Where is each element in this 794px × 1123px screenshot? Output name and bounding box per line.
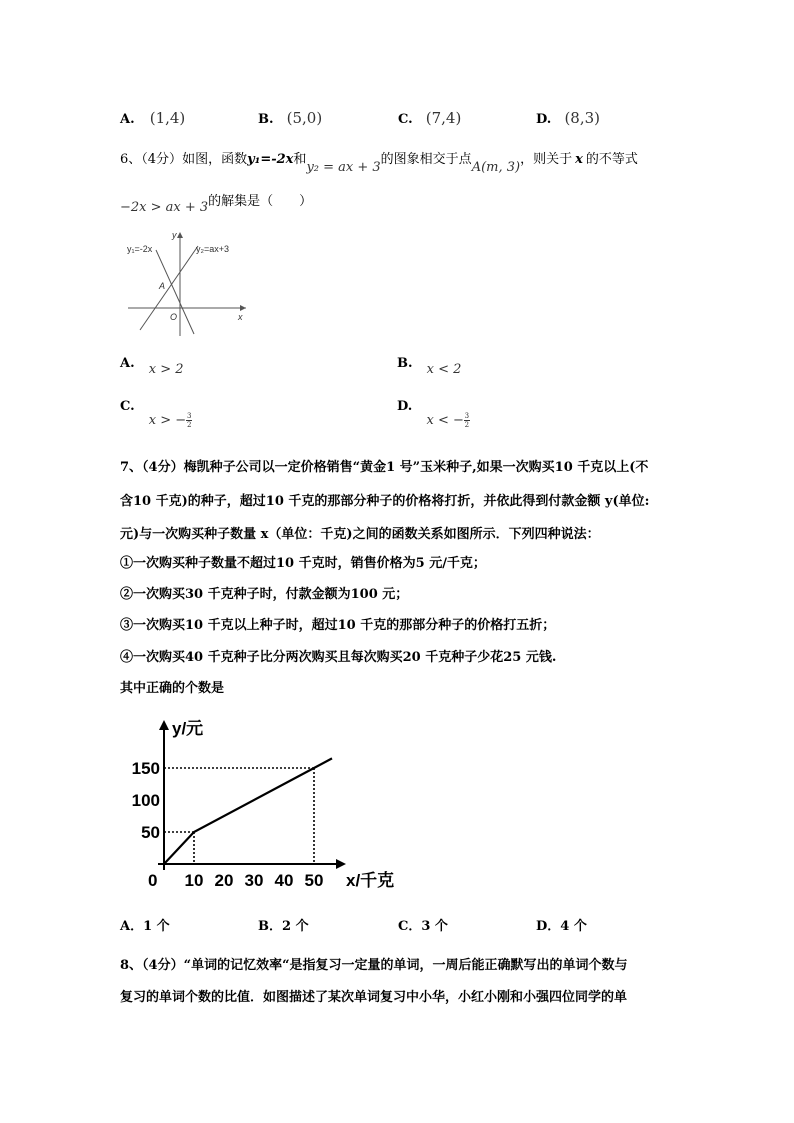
q6-label-y2: y₂=ax+3 [196, 244, 230, 254]
q7-line2: 含10 千克)的种子，超过10 千克的那部分种子的价格将打折，并依此得到付款金额 y(单位: [120, 494, 650, 509]
q6-label-a: A [159, 281, 166, 291]
q7-line3: 元)与一次购买种子数量 x（单位：千克)之间的函数关系如图所示．下列四种说法： [120, 527, 600, 542]
q7-y-tick-150: 150 [131, 759, 160, 778]
q7-x-axis-label: x/千克 [346, 871, 395, 890]
q7-x-tick-10: 10 [184, 871, 204, 890]
q5-option-c: C. (7,4) [398, 109, 462, 127]
q5-option-b: B. (5,0) [258, 109, 323, 127]
q7-x-tick-30: 30 [244, 871, 264, 890]
q7-x-arrow [336, 859, 346, 869]
q6-label-y1: y₁=-2x [127, 244, 153, 254]
q7-origin-label: 0 [148, 871, 158, 890]
q7-statement-2: ②一次购买30 千克种子时，付款金额为100 元； [120, 587, 409, 602]
q6-label-o: O [170, 312, 178, 322]
q5-option-d: D. (8,3) [536, 109, 600, 127]
q6-option-d: D. x < − $\frac{3}{2}$ [397, 399, 470, 429]
q7-axes [158, 720, 346, 870]
q7-question: 其中正确的个数是 [120, 681, 225, 696]
q7-guides [164, 768, 314, 864]
q6-y-arrow [177, 232, 183, 238]
q7-statement-1: ①一次购买种子数量不超过10 千克时，销售价格为5 元/千克； [120, 556, 486, 571]
q7-y-tick-50: 50 [141, 823, 160, 842]
q7-y-tick-100: 100 [131, 791, 160, 810]
q7-chart [120, 712, 420, 898]
q7-series [164, 758, 332, 864]
q7-statement-4: ④一次购买40 千克种子比分两次购买且每次购买20 千克种子少花25 元钱. [120, 650, 557, 665]
q5-option-a: A. (1,4) [120, 109, 186, 127]
q8-line2: 复习的单词个数的比值．如图描述了某次单词复习中小华，小红小刚和小强四位同学的单 [120, 990, 628, 1005]
q7-x-tick-40: 40 [274, 871, 294, 890]
q7-option-d: D．4 个 [536, 919, 587, 934]
q7-option-b: B．2 个 [258, 919, 309, 934]
q6-graph [120, 228, 250, 338]
q7-y-arrow [159, 720, 169, 730]
q6-label-y: y [172, 230, 177, 240]
q7-series-line-0 [164, 758, 332, 864]
q7-line1: 7、（4分）梅凯种子公司以一定价格销售“黄金1 号”玉米种子,如果一次购买10 千克以上(不 [120, 460, 649, 475]
q6-option-a: A. x > 2 [120, 356, 184, 377]
q7-option-c: C．3 个 [398, 919, 448, 934]
q6-stem-line2: −2x > ax + 3的解集是（ ） [120, 194, 313, 215]
q6-line-y2 [140, 246, 198, 330]
q7-y-axis-label: y/元 [172, 719, 204, 738]
q7-statement-3: ③一次购买10 千克以上种子时，超过10 千克的那部分种子的价格打五折； [120, 618, 556, 633]
q7-x-tick-20: 20 [214, 871, 234, 890]
q6-stem-line1: 6、（4分）如图，函数y₁=-2x和y₂ = ax + 3的图象相交于点A(m, 3)，则关于 x 的不等式 [120, 152, 638, 175]
q8-line1: 8、（4分）“单词的记忆效率“是指复习一定量的单词，一周后能正确默写出的单词个数与 [120, 958, 628, 973]
q6-label-x: x [238, 312, 243, 322]
q6-option-c: C. x > − $\frac{3}{2}$ [120, 399, 192, 429]
q7-option-a: A．1 个 [120, 919, 170, 934]
q6-option-b: B. x < 2 [397, 356, 462, 377]
q6-x-arrow [240, 305, 246, 311]
q7-x-tick-50: 50 [304, 871, 324, 890]
